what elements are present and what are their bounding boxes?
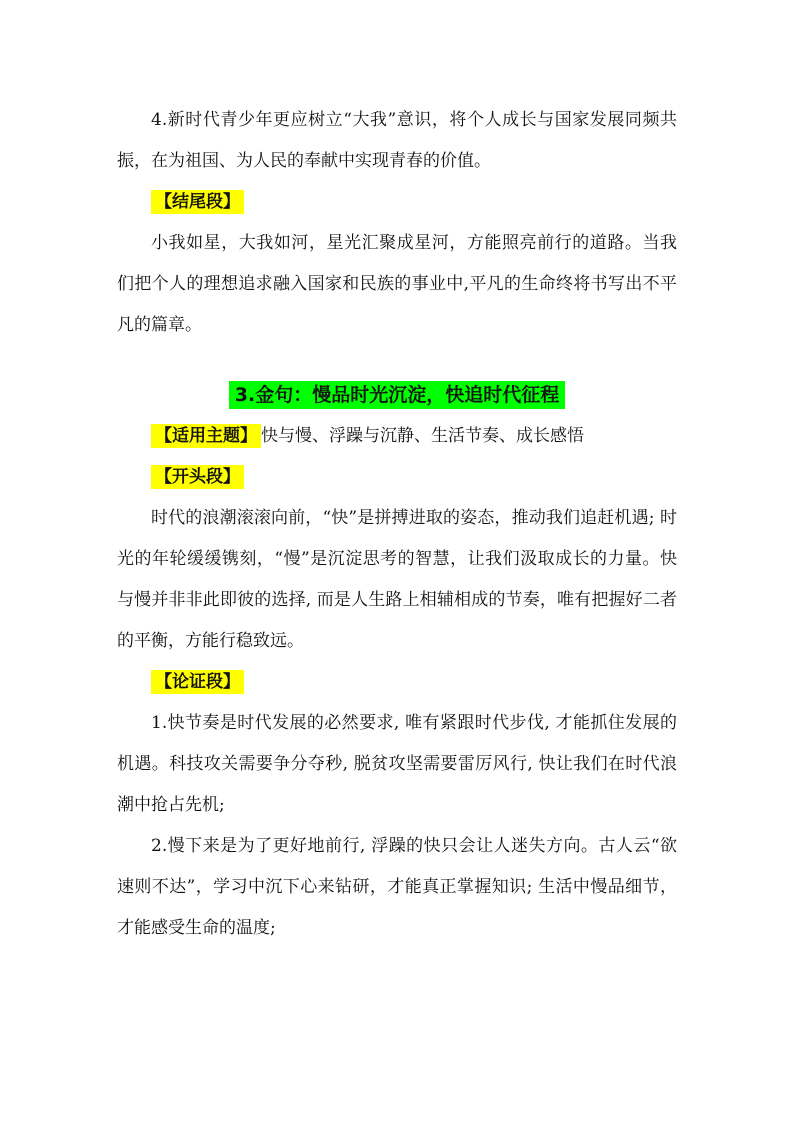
paragraph-opening: 时代的浪潮滚滚向前，“快”是拼搏进取的姿态，推动我们追赶机遇; 时光的年轮缓缓镌刻，“慢”是沉淀思考的智慧，让我们汲取成长的力量。快与慢并非非此即彼的选择, 而是人生路上相辅相成的节奏，唯有把握好二者的平衡，方能行稳致远。 — [117, 508, 677, 651]
ending-section-tag: 【结尾段】 — [151, 190, 244, 214]
paragraph-point-1: 1.快节奏是时代发展的必然要求, 唯有紧跟时代步伐, 才能抓住发展的机遇。科技攻关需要争分夺秒, 脱贫攻坚需要雷厉风行, 快让我们在时代浪潮中抢占先机; — [117, 713, 677, 815]
section-heading-wrap — [117, 375, 677, 416]
theme-line — [117, 416, 677, 457]
paragraph-point-2: 2.慢下来是为了更好地前行, 浮躁的快只会让人迷失方向。古人云“欲速则不达”，学习中沉下心来钻研，才能真正掌握知识; 生活中慢品细节，才能感受生命的温度; — [117, 836, 677, 938]
argument-section-tag: 【论证段】 — [151, 670, 244, 694]
document-page — [117, 100, 677, 949]
paragraph-ending: 小我如星，大我如河，星光汇聚成星河，方能照亮前行的道路。当我们把个人的理想追求融入国家和民族的事业中,平凡的生命终将书写出不平凡的篇章。 — [117, 233, 677, 335]
ending-tag-line — [117, 182, 677, 223]
paragraph-point-4: 4.新时代青少年更应树立“大我”意识，将个人成长与国家发展同频共振，在为祖国、为人民的奉献中实现青春的价值。 — [117, 110, 677, 171]
opening-section-tag: 【开头段】 — [151, 465, 244, 489]
theme-tag: 【适用主题】 — [151, 424, 261, 448]
section-heading: 3.金句：慢品时光沉淀，快追时代征程 — [229, 381, 565, 409]
theme-text: 快与慢、浮躁与沉静、生活节奏、成长感悟 — [261, 426, 584, 446]
argument-tag-line — [117, 662, 677, 703]
opening-tag-line — [117, 457, 677, 498]
